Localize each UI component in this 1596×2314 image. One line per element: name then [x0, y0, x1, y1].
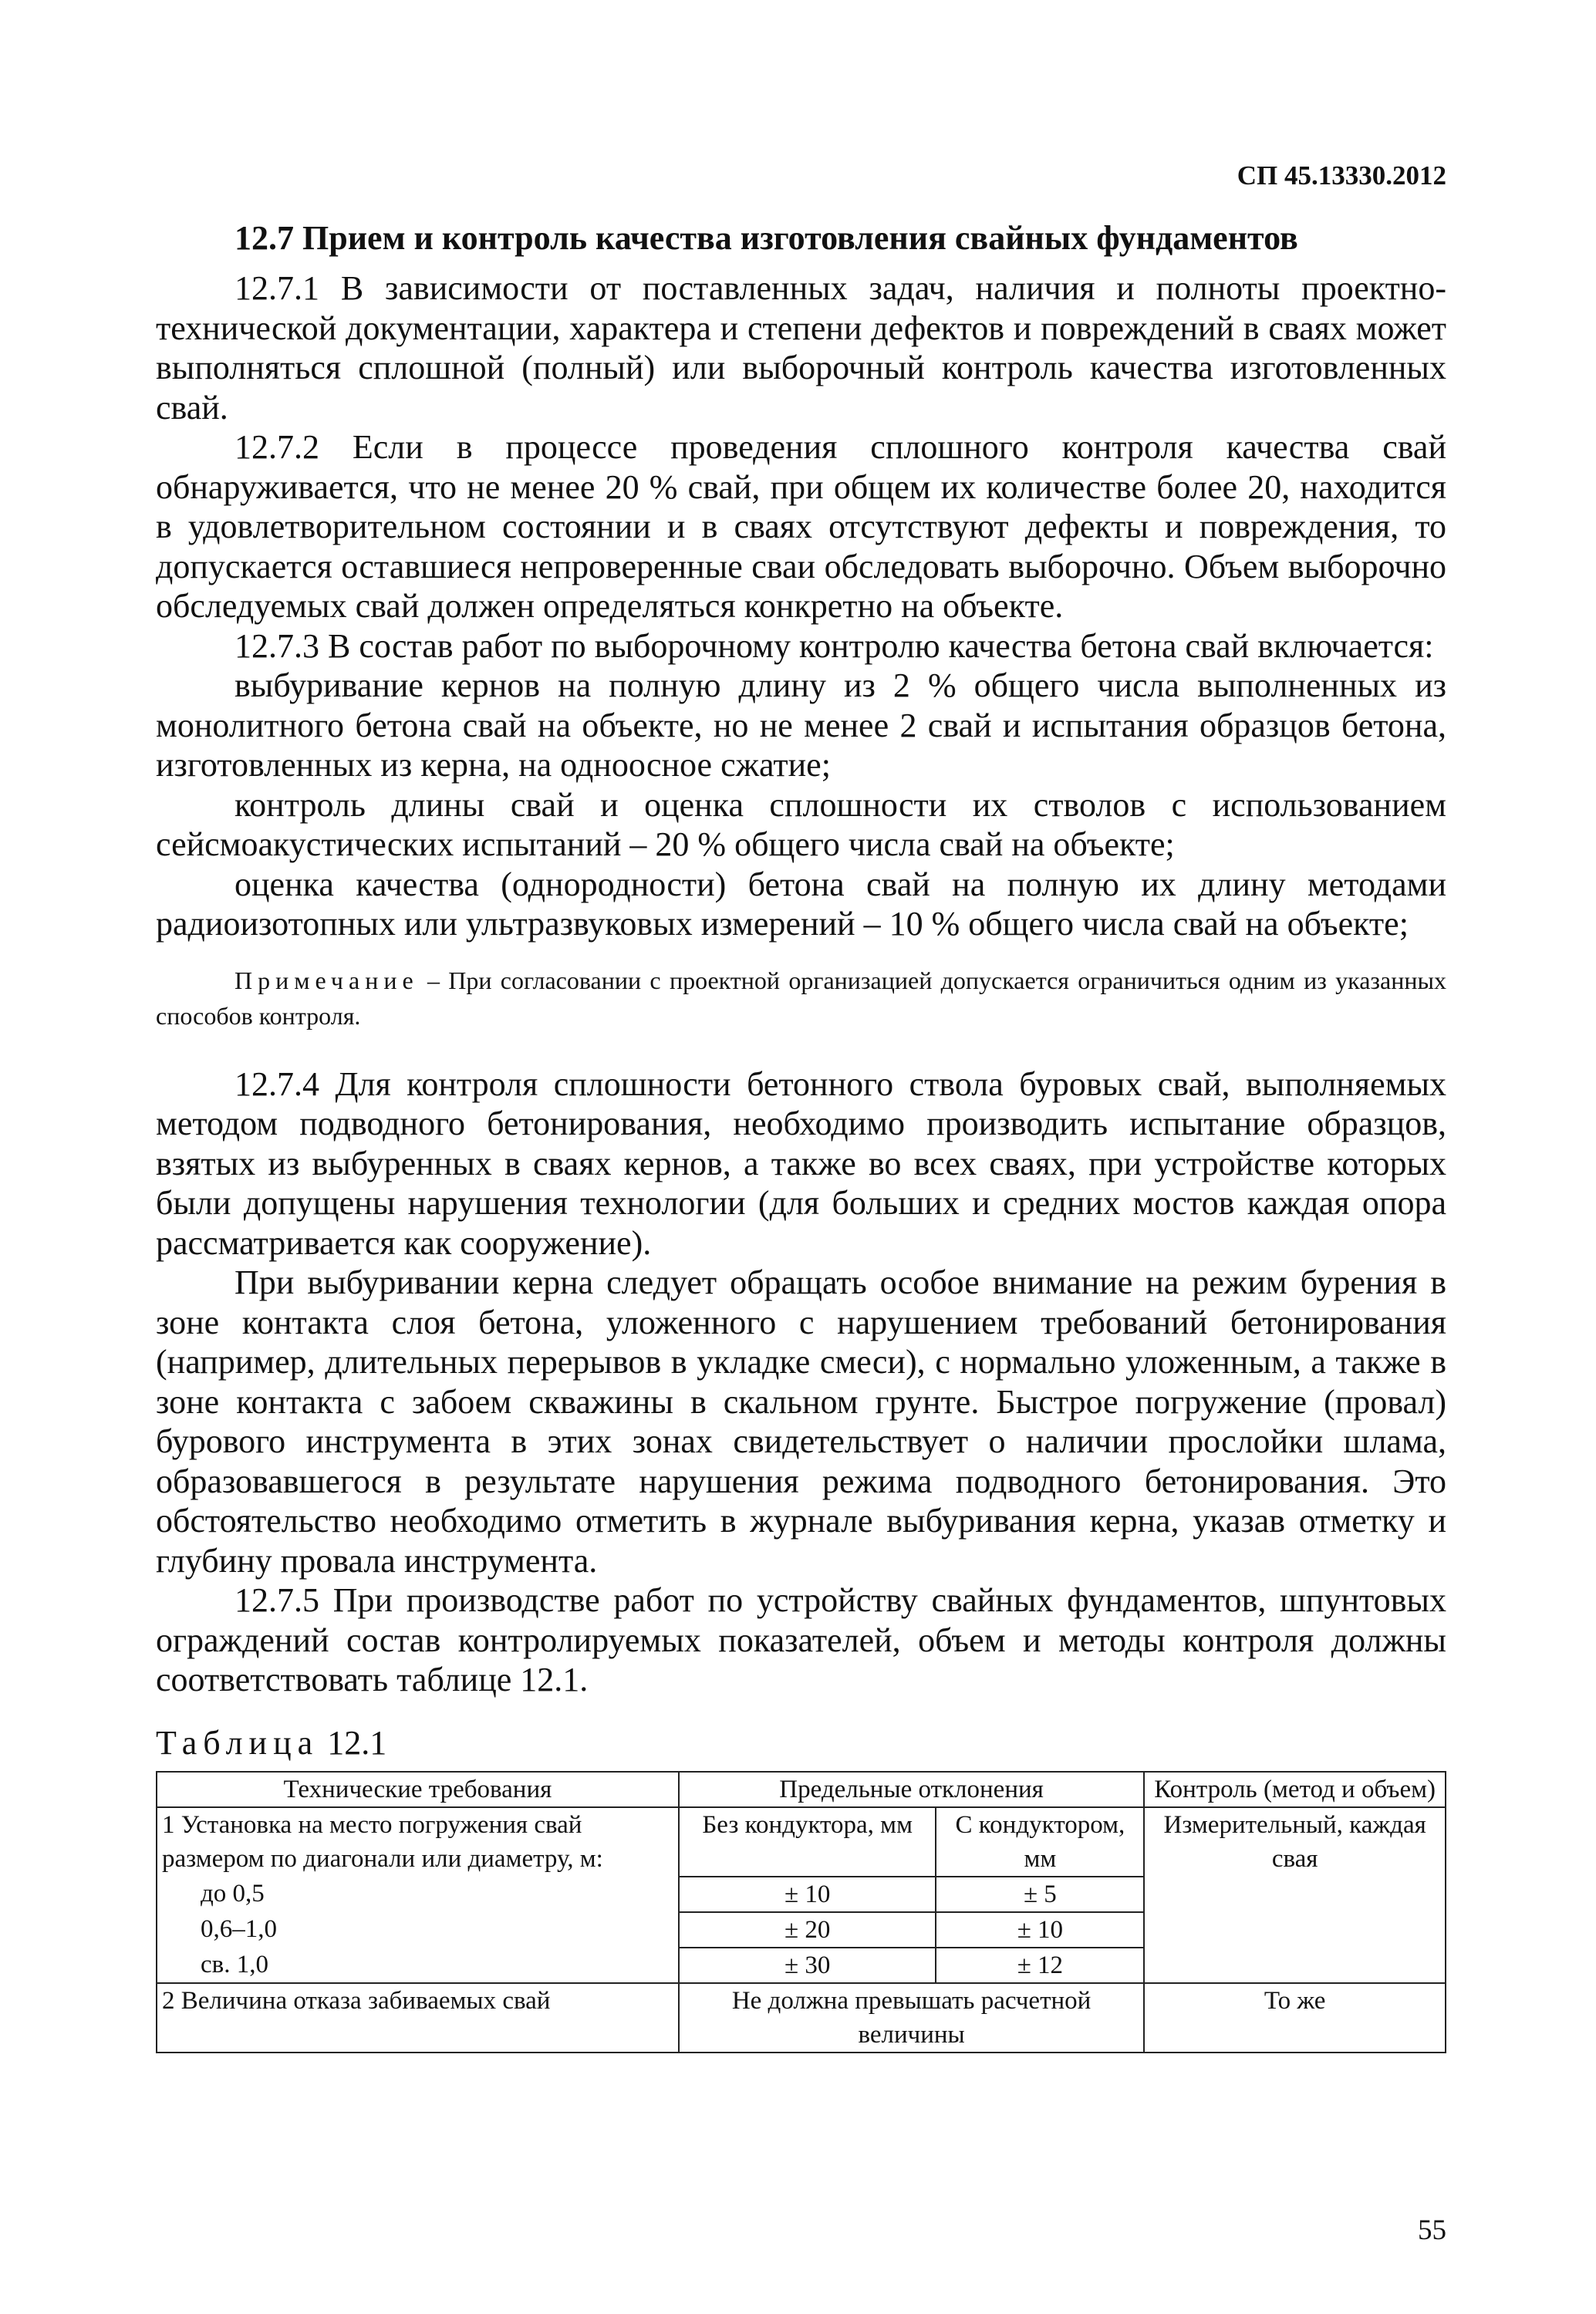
subheader-no-conductor: Без кондуктора, мм: [679, 1807, 936, 1877]
row1-title-line1: 1 Установка на место погружения свай: [162, 1810, 582, 1839]
row1-item-label: до 0,5: [157, 1877, 679, 1912]
table-caption: [156, 1723, 1446, 1763]
row1-item-no-conductor: ± 10: [679, 1877, 936, 1912]
row2-control: То же: [1144, 1983, 1446, 2053]
paragraph-12-7-3: 12.7.3 В состав работ по выборочному контролю качества бетона свай включается:: [235, 626, 1434, 665]
paragraph-12-7-5: 12.7.5 При производстве работ по устройству свайных фундаментов, шпунтовых ограждений состав контролируемых показателей, объем и методы контроля должны соответствовать таблице 12.1.: [156, 1581, 1446, 1698]
table-caption-number: 12.1: [319, 1723, 387, 1762]
note-text: – При согласовании с проектной организацией допускается ограничиться одним из указанных способов контроля.: [156, 966, 1446, 1030]
list-item-radioisotope: оценка качества (однородности) бетона свай на полную их длину методами радиоизотопных или ультразвуковых измерений – 10 % общего числа свай на объекте;: [156, 865, 1446, 943]
header-deviations: Предельные отклонения: [679, 1772, 1144, 1807]
header-control: Контроль (метод и объем): [1144, 1772, 1446, 1807]
page-number: 55: [1418, 2214, 1446, 2246]
row1-control: Измерительный, каждая свая: [1144, 1807, 1446, 1983]
row1-title-line2: размером по диагонали или диаметру, м:: [162, 1844, 603, 1873]
note: [156, 963, 1446, 1034]
paragraph-12-7-1: 12.7.1 В зависимости от поставленных задач, наличия и полноты проектно-технической документации, характера и степени дефектов и повреждений в сваях может выполняться сплошной (полный) или выборочный контроль качества изготовленных свай.: [156, 269, 1446, 427]
requirements-table: [156, 1771, 1446, 2053]
table-header-row: [157, 1772, 1446, 1807]
row1-item-no-conductor: ± 30: [679, 1948, 936, 1983]
row1-item-with-conductor: ± 12: [936, 1948, 1144, 1983]
row1-item-label: св. 1,0: [157, 1948, 679, 1983]
note-label: Примечание: [235, 966, 419, 994]
row1-item-with-conductor: ± 10: [936, 1912, 1144, 1948]
row2-title: 2 Величина отказа забиваемых свай: [157, 1983, 679, 2053]
list-item-core-drilling: выбуривание кернов на полную длину из 2 % общего числа выполненных из монолитного бетона свай на объекте, но не менее 2 свай и испытания образцов бетона, изготовленных из керна, на одноосное сжатие;: [156, 666, 1446, 784]
paragraph-12-7-4: 12.7.4 Для контроля сплошности бетонного ствола буровых свай, выполняемых методом подводного бетонирования, необходимо производить испытание образцов, взятых из выбуренных в сваях кернов, а также во всех сваях, при устройстве которых были допущены нарушения технологии (для больших и средних мостов каждая опора рассматривается как сооружение).: [156, 1064, 1446, 1262]
row1-item-no-conductor: ± 20: [679, 1912, 936, 1948]
document-code: СП 45.13330.2012: [1237, 160, 1446, 191]
paragraph-12-7-2: 12.7.2 Если в процессе проведения сплошного контроля качества свай обнаруживается, что не менее 20 % свай, при общем их количестве более 20, находится в удовлетворительном состоянии и в сваях отсутствуют дефекты и повреждения, то допускается оставшиеся непроверенные сваи обследовать выборочно. Объем выборочно обследуемых свай должен определяться конкретно на объекте.: [156, 428, 1446, 625]
subheader-with-conductor: С кондуктором, мм: [936, 1807, 1144, 1877]
row1-item-with-conductor: ± 5: [936, 1877, 1144, 1912]
page-content: [156, 214, 1446, 2053]
table-caption-word: Таблица: [156, 1723, 319, 1762]
table-row: [157, 1983, 1446, 2053]
paragraph-core-drilling: При выбуривании керна следует обращать особое внимание на режим бурения в зоне контакта слоя бетона, уложенного с нарушением требований бетонирования (например, длительных перерывов в укладке смеси), с нормально уложенным, а также в зоне контакта с забоем скважины в скальном грунте. Быстрое погружение (провал) бурового инструмента в этих зонах свидетельствует о наличии прослойки шлама, образовавшегося в результате нарушения режима подводного бетонирования. Это обстоятельство необходимо отметить в журнале выбуривания керна, указав отметку и глубину провала инструмента.: [156, 1263, 1446, 1580]
section-title: 12.7 Прием и контроль качества изготовления свайных фундаментов: [235, 219, 1298, 257]
row1-item-label: 0,6–1,0: [157, 1912, 679, 1948]
list-item-seismoacoustic: контроль длины свай и оценка сплошности их стволов с использованием сейсмоакустических испытаний – 20 % общего числа свай на объекте;: [156, 785, 1446, 863]
row2-deviation: Не должна превышать расчетной величины: [679, 1983, 1144, 2053]
row1-title: [157, 1807, 679, 1877]
header-tech-requirements: Технические требования: [157, 1772, 679, 1807]
table-row: [157, 1807, 1446, 1877]
